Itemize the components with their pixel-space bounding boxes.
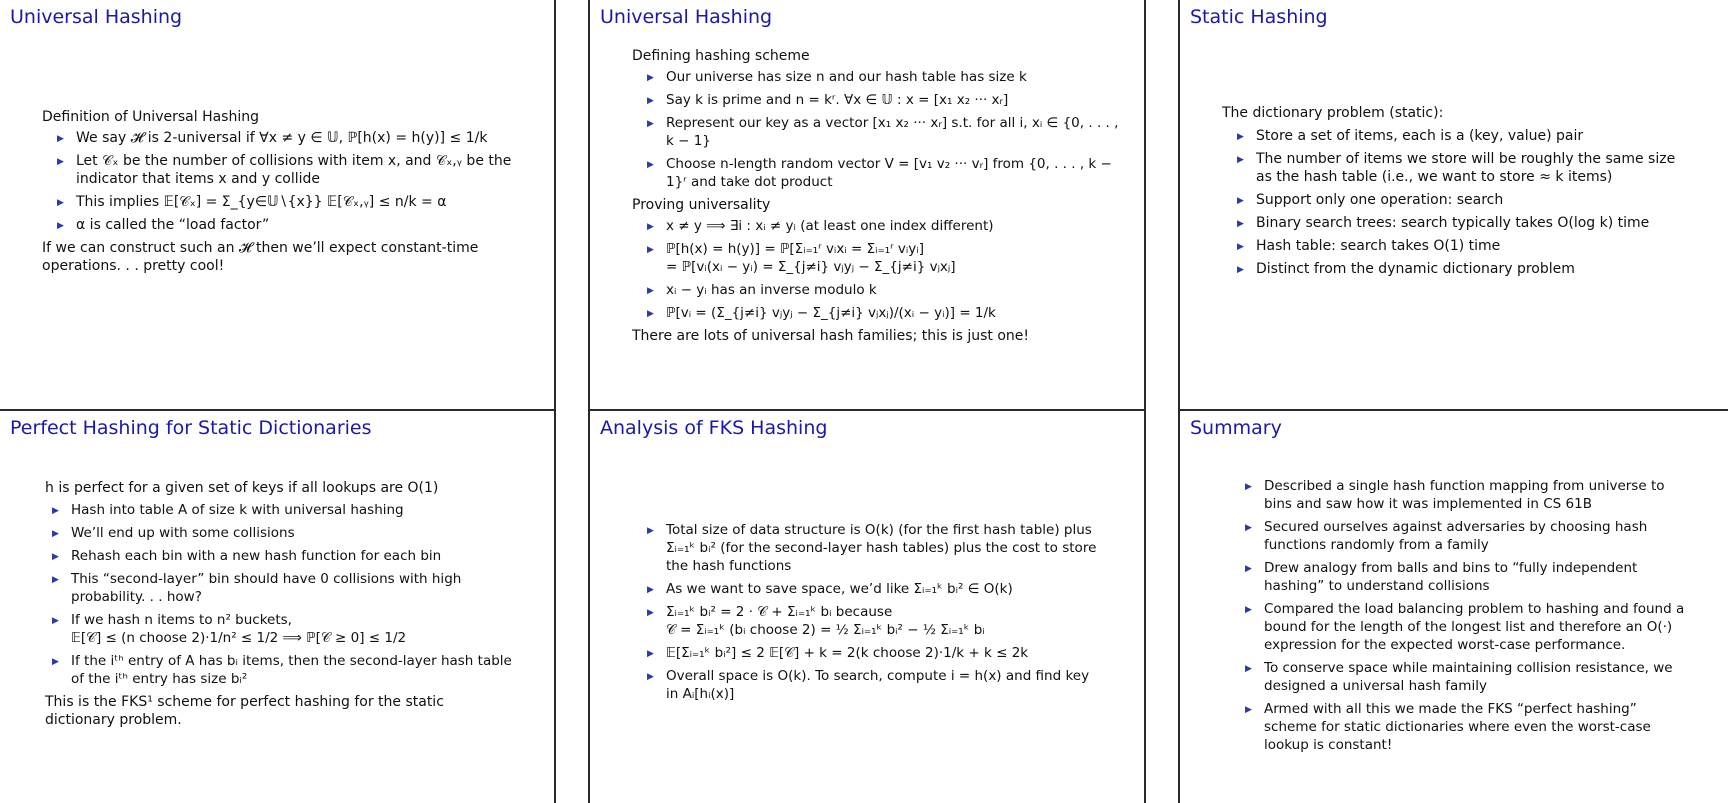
- slide-body: [632, 47, 1122, 345]
- bullet-item: [644, 240, 1122, 276]
- slide-heading: Proving universality: [632, 197, 771, 213]
- bullet-item: ▶ As we want to save space, we’d like Σᵢ₌₁ᵏ bᵢ² ∈ O(k): [644, 580, 1102, 598]
- bullet-item: ▶ x ≠ y ⟹ ∃i : xᵢ ≠ yᵢ (at least one index different): [644, 217, 1122, 235]
- bullet-item: ▶ Hash into table A of size k with universal hashing: [49, 501, 515, 519]
- slide-universal-hashing-definition: [0, 0, 554, 409]
- slide-body: [1242, 477, 1692, 759]
- bullet-list: [49, 501, 515, 688]
- bullet-item: ▶ Say k is prime and n = kʳ. ∀x ∈ 𝕌 : x = [x₁ x₂ ··· xᵣ]: [644, 91, 1122, 109]
- bullet-item: ▶ xᵢ − yᵢ has an inverse modulo k: [644, 281, 1122, 299]
- slide-title: Universal Hashing: [10, 6, 183, 28]
- bullet-item: ▶ Drew analogy from balls and bins to “fully independent hashing” to understand collisions: [1242, 559, 1692, 595]
- math-line: ▶ If we hash n items to n² buckets,: [71, 612, 292, 628]
- slide-static-hashing: [1180, 0, 1728, 409]
- slide-body: [45, 479, 515, 729]
- bullet-item: ▶ This “second-layer” bin should have 0 collisions with high probability. . . how?: [49, 570, 515, 606]
- column-divider-2: [1144, 0, 1146, 803]
- bullet-item: ▶ Represent our key as a vector [x₁ x₂ ··· xᵣ] s.t. for all i, xᵢ ∈ {0, . . . , k − 1}: [644, 114, 1122, 150]
- math-line: = ℙ[vᵢ(xᵢ − yᵢ) = Σ_{j≠i} vⱼyⱼ − Σ_{j≠i} vⱼxⱼ]: [666, 259, 956, 275]
- bullet-item: ▶ If the iᵗʰ entry of A has bᵢ items, then the second-layer hash table of the iᵗʰ entry has size bᵢ²: [49, 652, 515, 688]
- slide-footer: If we can construct such an 𝓗 then we’ll expect constant-time operations. . . pretty cool!: [42, 240, 479, 274]
- bullet-list: [1234, 127, 1692, 278]
- bullet-item: ▶ Rehash each bin with a new hash function for each bin: [49, 547, 515, 565]
- slide-title: Analysis of FKS Hashing: [600, 417, 828, 439]
- bullet-item: ▶ Support only one operation: search: [1234, 191, 1692, 209]
- bullet-item: [644, 603, 1102, 639]
- slide-body: [632, 521, 1102, 708]
- bullet-item: ▶ Choose n-length random vector V = [v₁ v₂ ··· vᵣ] from {0, . . . , k − 1}ʳ and take dot product: [644, 155, 1122, 191]
- bullet-item: ▶ Let 𝒞ₓ be the number of collisions with item x, and 𝒞ₓ,ᵧ be the indicator that items x and y collide: [54, 152, 542, 188]
- bullet-item: ▶ Our universe has size n and our hash table has size k: [644, 68, 1122, 86]
- bullet-item: ▶ Hash table: search takes O(1) time: [1234, 237, 1692, 255]
- bullet-item: ▶ We say 𝓗 is 2-universal if ∀x ≠ y ∈ 𝕌, ℙ[h(x) = h(y)] ≤ 1/k: [54, 129, 542, 147]
- math-line: 𝔼[𝒞] ≤ (n choose 2)·1/n² ≤ 1/2 ⟹ ℙ[𝒞 ≥ 0] ≤ 1/2: [71, 630, 407, 646]
- slide-summary: [1180, 411, 1728, 803]
- slide-footer: This is the FKS¹ scheme for perfect hashing for the static dictionary problem.: [45, 694, 444, 728]
- math-line: ▶ Σᵢ₌₁ᵏ bᵢ² = 2 · 𝒞 + Σᵢ₌₁ᵏ bᵢ because: [666, 604, 893, 620]
- slide-title: Static Hashing: [1190, 6, 1328, 28]
- bullet-item: ▶ Secured ourselves against adversaries by choosing hash functions randomly from a family: [1242, 518, 1692, 554]
- slide-universal-hashing-scheme: [590, 0, 1144, 409]
- slide-body: [1222, 104, 1692, 283]
- slide-heading: Defining hashing scheme: [632, 48, 810, 64]
- math-line: 𝒞 = Σᵢ₌₁ᵏ (bᵢ choose 2) = ½ Σᵢ₌₁ᵏ bᵢ² − ½ Σᵢ₌₁ᵏ bᵢ: [666, 622, 985, 638]
- bullet-item: ▶ This implies 𝔼[𝒞ₓ] = Σ_{y∈𝕌∖{x}} 𝔼[𝒞ₓ,ᵧ] ≤ n/k = α: [54, 193, 542, 211]
- bullet-item: ▶ Overall space is O(k). To search, compute i = h(x) and find key in Aᵢ[hᵢ(x)]: [644, 667, 1102, 703]
- column-divider-1: [554, 0, 556, 803]
- math-line: ▶ ℙ[h(x) = h(y)] = ℙ[Σᵢ₌₁ʳ vᵢxᵢ = Σᵢ₌₁ʳ vᵢyᵢ]: [666, 241, 924, 257]
- slide-title: Summary: [1190, 417, 1282, 439]
- bullet-item: ▶ The number of items we store will be roughly the same size as the hash table (i.e., we want to store ≈ k items): [1234, 150, 1692, 186]
- slide-heading: Definition of Universal Hashing: [42, 109, 259, 125]
- slide-heading: h is perfect for a given set of keys if all lookups are O(1): [45, 480, 439, 496]
- slide-fks-analysis: [590, 411, 1144, 803]
- bullet-item: ▶ 𝔼[Σᵢ₌₁ᵏ bᵢ²] ≤ 2 𝔼[𝒞] + k = 2(k choose 2)·1/k + k ≤ 2k: [644, 644, 1102, 662]
- bullet-item: ▶ To conserve space while maintaining collision resistance, we designed a universal hash family: [1242, 659, 1692, 695]
- slide-title: Perfect Hashing for Static Dictionaries: [10, 417, 372, 439]
- bullet-item: ▶ Store a set of items, each is a (key, value) pair: [1234, 127, 1692, 145]
- bullet-item: ▶ ℙ[vᵢ = (Σ_{j≠i} vⱼyⱼ − Σ_{j≠i} vⱼxⱼ)/(xᵢ − yᵢ)] = 1/k: [644, 304, 1122, 322]
- bullet-item: ▶ Described a single hash function mapping from universe to bins and saw how it was implemented in CS 61B: [1242, 477, 1692, 513]
- bullet-list: [54, 129, 542, 234]
- slide-heading: The dictionary problem (static):: [1222, 105, 1444, 121]
- bullet-item: [49, 611, 515, 647]
- bullet-list: [644, 217, 1122, 322]
- bullet-item: ▶ We’ll end up with some collisions: [49, 524, 515, 542]
- bullet-list: [1242, 477, 1692, 754]
- bullet-list: [644, 68, 1122, 191]
- slide-perfect-hashing: [0, 411, 554, 803]
- slide-title: Universal Hashing: [600, 6, 773, 28]
- bullet-item: ▶ Armed with all this we made the FKS “perfect hashing” scheme for static dictionaries where even the worst-case lookup is constant!: [1242, 700, 1692, 754]
- slide-body: [42, 108, 542, 275]
- bullet-item: ▶ Binary search trees: search typically takes O(log k) time: [1234, 214, 1692, 232]
- bullet-item: ▶ Total size of data structure is O(k) (for the first hash table) plus Σᵢ₌₁ᵏ bᵢ² (for the second-layer hash tables) plus the cost to store the hash functions: [644, 521, 1102, 575]
- bullet-list: [644, 521, 1102, 703]
- bullet-item: ▶ Compared the load balancing problem to hashing and found a bound for the length of the longest list and therefore an O(·) expression for the expected worst-case performance.: [1242, 600, 1692, 654]
- bullet-item: ▶ Distinct from the dynamic dictionary problem: [1234, 260, 1692, 278]
- bullet-item: ▶ α is called the “load factor”: [54, 216, 542, 234]
- slide-footer: There are lots of universal hash families; this is just one!: [632, 328, 1030, 344]
